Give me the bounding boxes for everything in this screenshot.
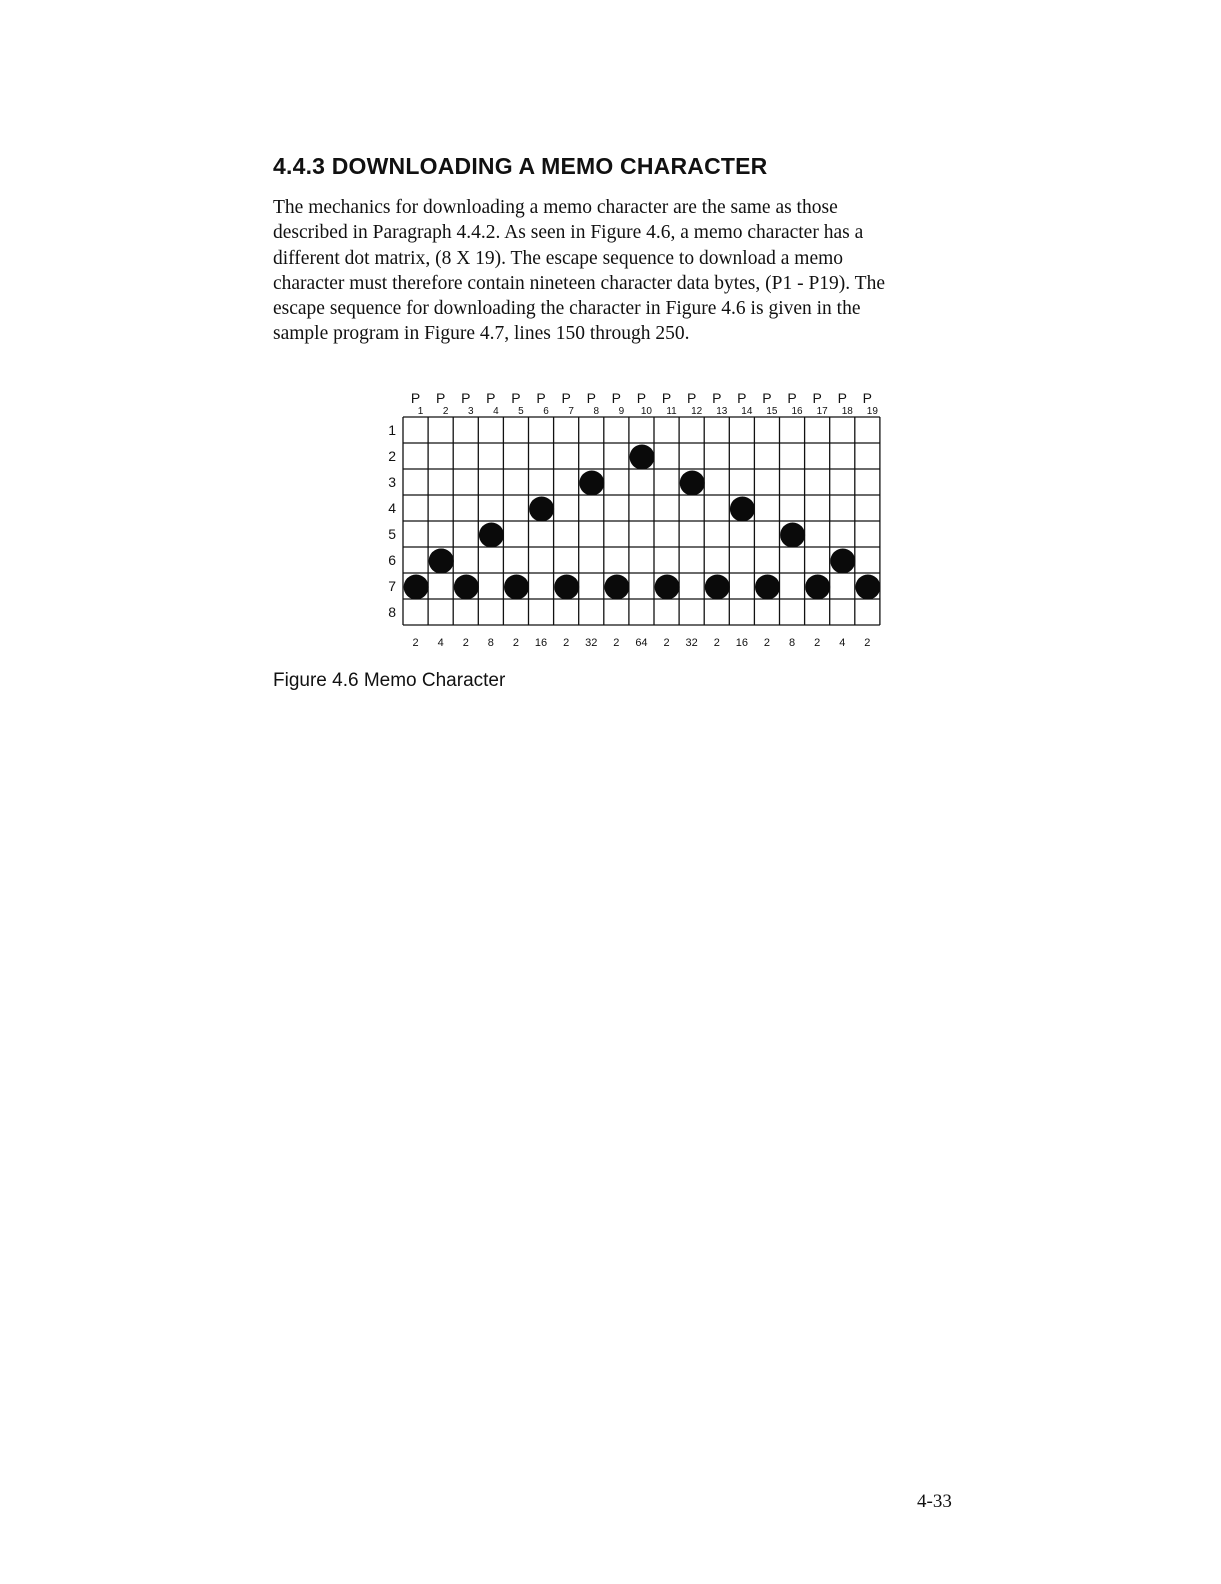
column-number: 2 (442, 406, 449, 417)
column-value: 8 (788, 637, 796, 649)
matrix-dot (429, 549, 454, 574)
paragraph-line: different dot matrix, (8 X 19). The escape sequence to download a memo (273, 247, 844, 269)
column-letter: P (712, 390, 722, 406)
matrix-dot (780, 523, 805, 548)
column-value: 2 (763, 637, 771, 649)
row-label: 1 (388, 422, 396, 438)
column-number: 1 (417, 406, 424, 417)
figure-caption: Figure 4.6 Memo Character (273, 670, 506, 691)
paragraph-line: sample program in Figure 4.7, lines 150 through 250. (273, 323, 690, 345)
column-value: 2 (663, 637, 670, 649)
column-number: 18 (841, 406, 853, 417)
row-label: 4 (388, 500, 396, 516)
column-letter: P (536, 390, 546, 406)
column-value: 2 (613, 637, 620, 649)
matrix-dot (604, 575, 629, 600)
paragraph-line: escape sequence for downloading the character in Figure 4.6 is given in the (273, 298, 861, 320)
row-label: 2 (388, 448, 396, 464)
matrix-dot (680, 471, 705, 496)
paragraph-line: described in Paragraph 4.4.2. As seen in Figure 4.6, a memo character has a (273, 222, 864, 244)
matrix-dot (755, 575, 780, 600)
column-number: 3 (467, 406, 474, 417)
column-letter: P (812, 390, 822, 406)
column-letter: P (511, 390, 521, 406)
column-number: 10 (640, 406, 653, 417)
column-number: 7 (568, 406, 574, 417)
column-value: 2 (814, 637, 821, 649)
column-number: 6 (543, 406, 549, 417)
column-number: 11 (666, 406, 677, 417)
column-number: 5 (518, 406, 524, 417)
matrix-dot (830, 549, 855, 574)
column-value: 64 (635, 637, 648, 649)
matrix-dot (454, 575, 479, 600)
column-value: 32 (585, 637, 598, 649)
matrix-dot (579, 471, 604, 496)
column-number: 13 (716, 406, 728, 417)
section-heading: 4.4.3 DOWNLOADING A MEMO CHARACTER (273, 153, 768, 179)
column-letter: P (862, 390, 873, 406)
row-label: 3 (388, 474, 396, 490)
column-letter: P (636, 390, 647, 406)
matrix-dot (655, 575, 680, 600)
column-number: 14 (741, 406, 753, 417)
column-letter: P (461, 390, 471, 406)
column-value: 4 (437, 637, 444, 649)
column-letter: P (410, 390, 421, 406)
column-letter: P (661, 390, 672, 406)
column-letter: P (611, 390, 622, 406)
column-letter: P (762, 390, 772, 406)
row-label: 5 (388, 526, 396, 542)
column-letter: P (686, 390, 697, 406)
column-letter: P (561, 390, 571, 406)
matrix-dot (404, 575, 429, 600)
column-letter: P (435, 390, 446, 406)
column-number: 9 (618, 406, 625, 417)
column-number: 19 (866, 406, 878, 417)
row-label: 7 (388, 578, 396, 594)
row-label: 8 (388, 604, 396, 620)
column-value: 2 (512, 637, 520, 649)
matrix-dot (855, 575, 880, 600)
column-number: 16 (791, 406, 803, 417)
column-value: 2 (864, 637, 871, 649)
column-number: 4 (493, 406, 499, 417)
matrix-dot (630, 445, 655, 470)
row-label: 6 (388, 552, 396, 568)
column-number: 12 (691, 406, 703, 417)
matrix-dot (529, 497, 554, 522)
column-letter: P (586, 390, 596, 406)
column-letter: P (486, 390, 496, 406)
column-letter: P (837, 390, 847, 406)
column-number: 17 (816, 406, 828, 417)
column-number: 15 (766, 406, 778, 417)
paragraph-line: character must therefore contain nineteen character data bytes, (P1 - P19). The (273, 272, 885, 294)
column-value: 8 (487, 637, 494, 649)
column-letter: P (737, 390, 747, 406)
column-letter: P (787, 390, 797, 406)
column-value: 2 (462, 637, 469, 649)
matrix-dot (554, 575, 579, 600)
column-number: 8 (593, 406, 600, 417)
page-number: 4-33 (917, 1491, 952, 1512)
matrix-dot (705, 575, 730, 600)
column-value: 4 (839, 637, 846, 649)
column-value: 16 (534, 637, 548, 649)
paragraph-line: The mechanics for downloading a memo character are the same as those (273, 197, 838, 218)
matrix-dot (504, 575, 529, 600)
column-value: 2 (563, 637, 570, 649)
column-value: 2 (412, 637, 419, 649)
column-value: 16 (735, 637, 748, 649)
matrix-dot (479, 523, 504, 548)
matrix-dot (730, 497, 755, 522)
column-value: 2 (713, 637, 720, 649)
column-value: 32 (685, 637, 698, 649)
matrix-dot (805, 575, 830, 600)
memo-character-dot-matrix (0, 0, 1221, 660)
